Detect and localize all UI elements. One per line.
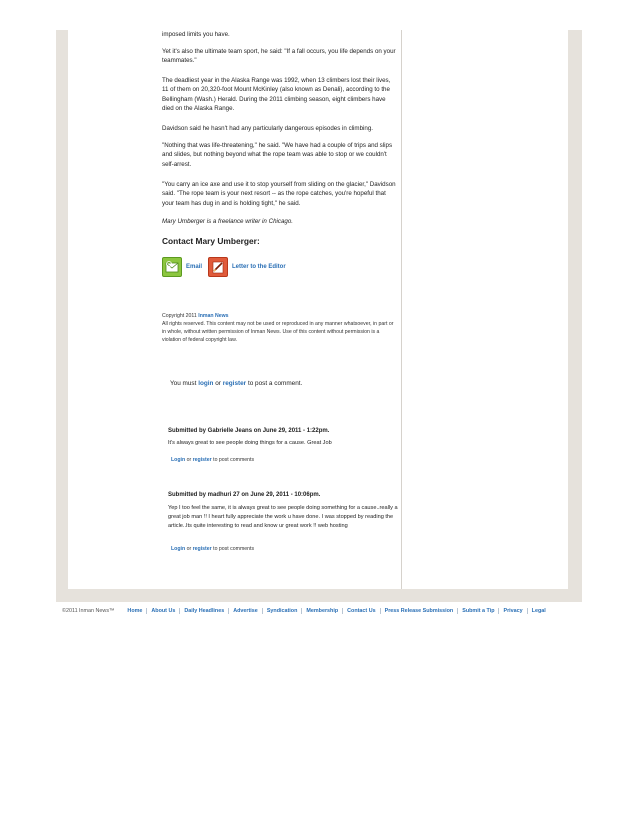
- comment-body: Yep I too feel the same, it is always great to see people doing something for a cause..really a great job man !! I heart fully appreciate the work u have done. I was stopped by reading the article..Its quite interesting to read and know ur great work !! web hosting: [168, 505, 398, 530]
- email-share-link[interactable]: [162, 257, 202, 277]
- article-text: "You carry an ice axe and use it to stop yourself from sliding on the glacier," Davidson said. "The rope team is your next resort -- as the rope catches, you're hopeful that your team has dug in and is holding tight," he said.: [162, 181, 396, 207]
- footer-link-membership[interactable]: Membership: [301, 608, 342, 614]
- login-link[interactable]: login: [198, 380, 214, 387]
- footer-nav: [127, 608, 549, 614]
- article-text: Davidson said he hasn't had any particularly dangerous episodes in climbing.: [162, 125, 373, 132]
- article-paragraph: [162, 47, 396, 66]
- comment-login-link[interactable]: Login: [171, 546, 186, 552]
- comment-body: It's always great to see people doing things for a cause. Great Job: [168, 440, 332, 446]
- footer-link-advertise[interactable]: Advertise: [228, 608, 262, 614]
- footer-link-privacy[interactable]: Privacy: [498, 608, 526, 614]
- footer-link-press-release[interactable]: Press Release Submission: [380, 608, 458, 614]
- comment-header: Submitted by madhuri 27 on June 29, 2011 - 10:06pm.: [168, 492, 321, 498]
- footer-link-submit-tip[interactable]: Submit a Tip: [457, 608, 498, 614]
- comment-actions: [171, 546, 254, 552]
- comment-actions: [171, 457, 254, 463]
- comment-prompt: [170, 380, 302, 387]
- copyright-prefix: Copyright 2011: [162, 313, 197, 319]
- inman-news-link[interactable]: Inman News: [198, 313, 229, 319]
- email-label[interactable]: Email: [186, 264, 203, 270]
- footer-link-contact-us[interactable]: Contact Us: [342, 608, 379, 614]
- copyright-notice: [162, 312, 398, 344]
- footer-link-about-us[interactable]: About Us: [146, 608, 179, 614]
- copyright-text: All rights reserved. This content may not be used or reproduced in any manner whatsoever, in part or in whole, without written permission of Inman News. Use of this content without permission is a violation of federal copyright law.: [162, 321, 394, 343]
- article-text: The deadliest year in the Alaska Range was 1992, when 13 climbers lost their lives, 11 of them on 20,320-foot Mount McKinley (also known as Denali), according to the Bellingham (Wash.) Herald. During the 2011 climbing season, eight climbers have died on the Alaska Range.: [162, 77, 391, 113]
- author-byline: [162, 217, 396, 226]
- footer-link-home[interactable]: Home: [127, 608, 143, 614]
- footer-link-daily-headlines[interactable]: Daily Headlines: [179, 608, 228, 614]
- email-icon[interactable]: [162, 257, 182, 277]
- letter-pencil-icon[interactable]: [208, 257, 228, 277]
- footer-link-syndication[interactable]: Syndication: [262, 608, 302, 614]
- comment-register-link[interactable]: register: [192, 457, 212, 463]
- comment-login-link[interactable]: Login: [171, 457, 186, 463]
- byline-text: Mary Umberger is a freelance writer in Chicago.: [162, 218, 294, 225]
- comment-or: or: [186, 546, 192, 552]
- register-link[interactable]: register: [222, 380, 247, 387]
- article-paragraph: [162, 180, 396, 208]
- prompt-suffix: to post a comment.: [247, 380, 303, 387]
- article-paragraph: [162, 141, 396, 169]
- comment-suffix: to post comments: [213, 457, 255, 463]
- article-text: Yet it's also the ultimate team sport, he said: "If a fall occurs, you life depends on your teammates.": [162, 48, 396, 65]
- article-paragraph: [162, 76, 396, 114]
- article-text: imposed limits you have.: [162, 31, 230, 38]
- prompt-prefix: You must: [170, 380, 197, 387]
- letter-to-editor-link[interactable]: [208, 257, 286, 277]
- footer-link-legal[interactable]: Legal: [527, 608, 550, 614]
- article-text: "Nothing that was life-threatening," he said. "We have had a couple of trips and slips and slides, but nothing beyond what the rope team was able to stop or we couldn't self-arrest.: [162, 142, 393, 168]
- letter-to-editor-label[interactable]: Letter to the Editor: [232, 264, 286, 270]
- comment-suffix: to post comments: [213, 546, 255, 552]
- site-footer: [62, 608, 582, 614]
- footer-copyright: ©2011 Inman News™: [62, 608, 115, 614]
- column-divider: [401, 30, 402, 589]
- prompt-or: or: [215, 380, 221, 387]
- article-paragraph: [162, 124, 396, 133]
- comment-header: Submitted by Gabrielle Jeans on June 29, 2011 - 1:22pm.: [168, 428, 330, 434]
- comment-or: or: [186, 457, 192, 463]
- contact-title: Contact Mary Umberger:: [162, 236, 260, 246]
- comment-register-link[interactable]: register: [192, 546, 212, 552]
- article-paragraph: [162, 30, 396, 39]
